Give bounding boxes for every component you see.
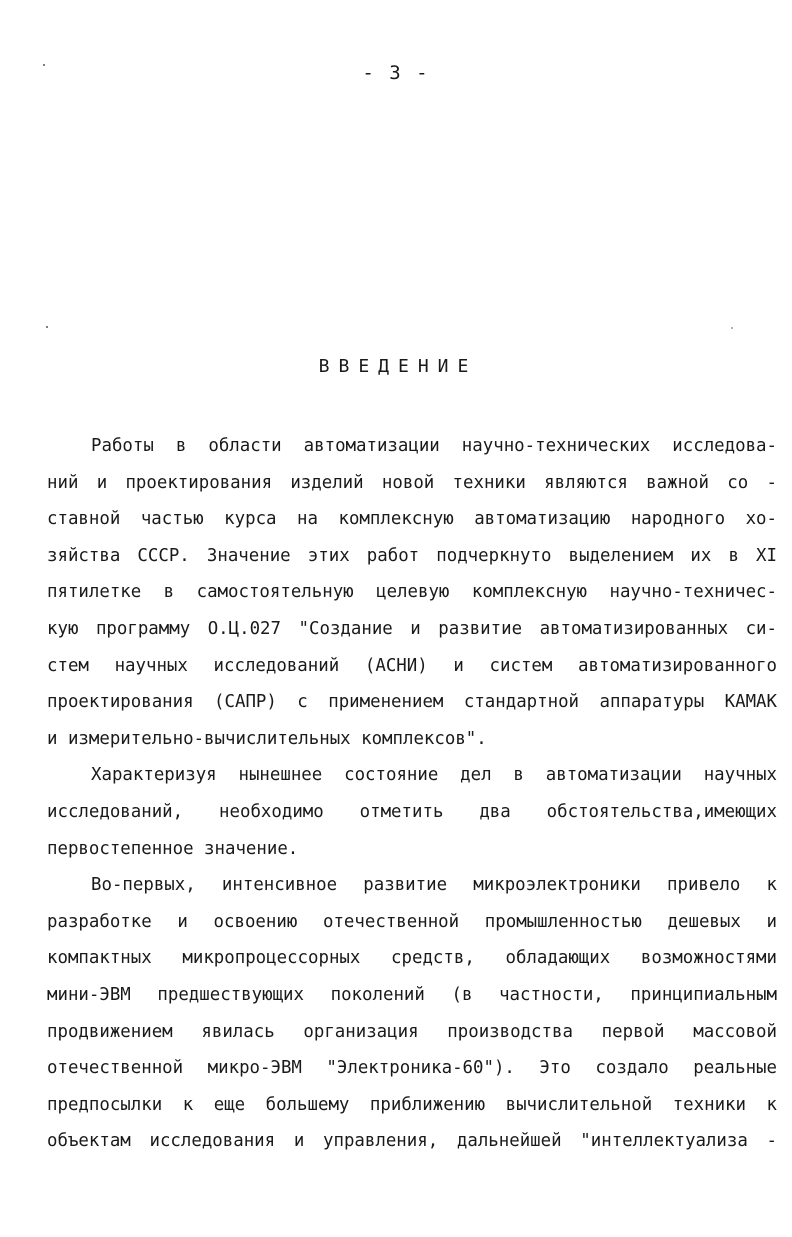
text-line: компактных микропроцессорных средств, обладающих возможностями bbox=[47, 948, 777, 969]
text-line: разработке и освоению отечественной промышленностью дешевых и bbox=[47, 911, 777, 932]
text-line: кую программу О.Ц.027 "Создание и развитие автоматизированных си- bbox=[47, 618, 777, 639]
scan-speck bbox=[731, 327, 733, 329]
scan-speck bbox=[46, 326, 48, 328]
text-line: объектам исследования и управления, дальнейшей "интеллектуализа - bbox=[47, 1131, 777, 1152]
text-line: мини-ЭВМ предшествующих поколений (в частности, принципиальным bbox=[47, 984, 777, 1005]
page-number: - 3 - bbox=[362, 62, 430, 84]
text-line: первостепенное значение. bbox=[47, 838, 299, 859]
text-line: ставной частью курса на комплексную автоматизацию народного хо- bbox=[47, 509, 777, 530]
text-line: пятилетке в самостоятельную целевую комплексную научно-техничес- bbox=[47, 582, 777, 603]
text-line: и измерительно-вычислительных комплексов". bbox=[47, 728, 487, 749]
text-line: продвижением явилась организация производства первой массовой bbox=[47, 1021, 777, 1042]
paragraph bbox=[47, 867, 777, 1160]
text-line: Работы в области автоматизации научно-технических исследова- bbox=[91, 436, 777, 456]
paragraph bbox=[47, 428, 777, 757]
text-line: Во-первых, интенсивное развитие микроэлектроники привело к bbox=[91, 875, 777, 896]
text-line: проектирования (САПР) с применением стандартной аппаратуры КАМАК bbox=[47, 692, 777, 713]
text-line: ний и проектирования изделий новой техники являются важной со - bbox=[47, 472, 777, 493]
text-line: предпосылки к еще большему приближению вычислительной техники к bbox=[47, 1094, 777, 1115]
paragraph bbox=[47, 757, 777, 867]
body-text bbox=[47, 428, 777, 1160]
text-line: Характеризуя нынешнее состояние дел в автоматизации научных bbox=[91, 765, 777, 786]
section-heading: ВВЕДЕНИЕ bbox=[318, 356, 478, 377]
text-line: стем научных исследований (АСНИ) и систем автоматизированного bbox=[47, 655, 777, 676]
text-line: исследований, необходимо отметить два обстоятельства,имеющих bbox=[47, 801, 777, 822]
text-line: зяйства СССР. Значение этих работ подчеркнуто выделением их в XI bbox=[47, 545, 777, 566]
text-line: отечественной микро-ЭВМ "Электроника-60"). Это создало реальные bbox=[47, 1058, 777, 1079]
